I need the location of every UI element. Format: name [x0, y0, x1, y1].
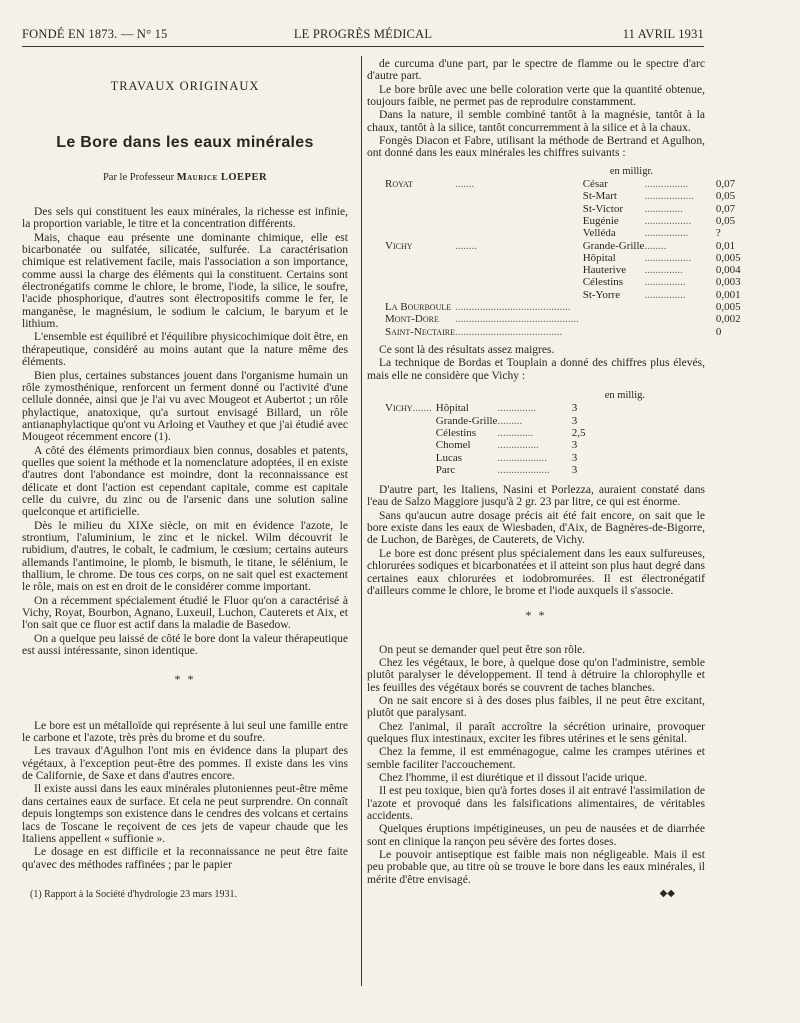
- table-cell-spring: Célestins: [582, 276, 624, 289]
- table-cell-spring: Hauterive: [582, 264, 627, 277]
- table-cell-leader: [413, 452, 432, 464]
- table-cell-leader: [413, 427, 432, 439]
- section-separator: * *: [174, 672, 196, 687]
- paragraph: Chez l'animal, il paraît accroître la sécrétion urinaire, provoquer quelques flux intestinaux, exciter les fibres utérines et le sens génital.: [367, 720, 705, 745]
- page-header: [22, 27, 704, 45]
- table-row: [385, 402, 585, 414]
- table-cell-value: 0,05: [715, 190, 736, 203]
- table-cell-spring: [579, 313, 645, 325]
- right-column: [367, 58, 741, 900]
- table-cell-leader: [413, 464, 432, 476]
- table-cell-leader: .......................................: [454, 325, 563, 338]
- table-cell-leader: ........: [454, 239, 477, 252]
- table-cell-leader: [455, 289, 579, 301]
- table-cell-value: ?: [715, 227, 721, 240]
- table-cell-spring: Velléda: [582, 227, 616, 240]
- table-cell-leader: ..............: [644, 202, 683, 215]
- paragraph: Fongès Diacon et Fabre, utilisant la méthode de Bertrand et Agulhon, ont donné dans les eaux minérales les chiffres suivants :: [367, 135, 705, 160]
- paragraph: Sans qu'aucun autre dosage précis ait été fait encore, on sait que le bore existe dans les eaux de Wiesbaden, d'Aix, de Bagnères-de-Bigorre, de Luchon, de Barèges, de Cauterets, de Vichy.: [367, 509, 705, 547]
- table-row: [385, 190, 741, 202]
- table-cell-place: [385, 415, 413, 427]
- table-row: [385, 464, 585, 476]
- paragraph: On peut se demander quel peut être son rôle.: [379, 643, 586, 656]
- paragraph: La technique de Bordas et Touplain a donné des chiffres plus élevés, mais elle ne considère que Vichy :: [367, 357, 705, 382]
- paragraph: Chez les végétaux, le bore, à quelque dose qu'on l'administre, semble plutôt paralyser le développement. Il tend à détruire la chlorophylle et les feuilles des végétaux borés se couvrent de taches blanches.: [367, 656, 705, 694]
- paragraph: Dès le milieu du XIXe siècle, on mit en évidence l'azote, le strontium, l'aluminium, le zinc et le nickel. Wilm découvrit le rubidium, d'autres, le cobalt, le cadmium, le cœsium; certains auteurs allemands l'antimoine, le plomb, le bismuth, le titane, le sélénium, le thallium, le chrome. De tous ces corps, on ne sait quel est exactement le rôle, mais on est en droit de le considérer comme important.: [22, 519, 348, 594]
- table-cell-place: [385, 439, 413, 451]
- table-cell-leader: [644, 326, 694, 338]
- table-cell-leader: .............................................: [454, 313, 579, 326]
- table-row: [385, 252, 741, 264]
- table-cell-place: Royat: [385, 178, 413, 191]
- table-cell-leader: [455, 215, 579, 227]
- paragraph: On a quelque peu laissé de côté le bore dont la valeur thérapeutique est aussi intéressante, sinon identique.: [22, 632, 348, 658]
- table-cell-place: [385, 227, 455, 239]
- table-row: [385, 264, 741, 276]
- table-cell-leader: ...............: [644, 276, 686, 289]
- table1-unit: en milligr.: [609, 165, 653, 177]
- paragraph: Le pouvoir antiseptique est faible mais non négligeable. Mais il est peu probable que, au titre où se trouve le bore dans les eaux minérales, il mérite d'être envisagé.: [367, 849, 705, 886]
- table-cell-spring: St-Yorre: [582, 288, 621, 301]
- section-rubric: TRAVAUX ORIGINAUX: [110, 79, 260, 93]
- table-cell-value: 3: [571, 463, 578, 476]
- table2-grid: [385, 402, 585, 476]
- paragraph: L'ensemble est équilibré et l'équilibre physicochimique doit être, en thérapeutique, considéré au moins autant que la nature même des éléments.: [22, 331, 348, 369]
- right-paragraphs-effects: [367, 644, 705, 887]
- end-mark: ◆◆: [659, 888, 675, 900]
- table-cell-leader: ................: [644, 227, 689, 240]
- table-row: [385, 415, 585, 427]
- table-cell-leader: .................: [644, 251, 692, 264]
- table-row: [385, 301, 741, 313]
- table-cell-spring: Lucas: [435, 451, 463, 464]
- paragraph: Il existe aussi dans les eaux minérales plutoniennes peut-être même dans certaines eaux de surface. Et cela ne peut surprendre. On connaît depuis longtemps son existence dans le cendres des volcans et certains lacs de Toscane le reçoivent de ces jets de vapeur chaude que les Italiens appellent « suffionie ».: [22, 783, 348, 845]
- paragraph: Le bore brûle avec une belle coloration verte que la quantité obtenue, toujours faible, ne permet pas de reproduire constamment.: [367, 83, 705, 109]
- table-cell-value: 0,01: [715, 239, 736, 252]
- right-paragraphs-discussion: [367, 484, 705, 597]
- table-cell-spring: César: [582, 178, 608, 191]
- table-cell-spring: [579, 326, 645, 338]
- table-cell-place: Vichy: [385, 402, 413, 415]
- right-paragraphs-mid: [367, 344, 705, 382]
- paragraph: Il est peu toxique, bien qu'à fortes doses il ait entravé l'assimilation de l'azote et provoqué dans les falsifications alimentaires, de véritables accidents.: [367, 785, 705, 823]
- header-date: 11 AVRIL 1931: [622, 27, 704, 41]
- paragraph: Chez l'homme, il est diurétique et il dissout l'acide urique.: [379, 771, 648, 784]
- paragraph: On a récemment spécialement étudié le Fluor qu'on a caractérisé à Vichy, Royat, Bourbon, Agnano, Luxeuil, Luchon, Cauterets et Aix, et l'on sait que ce fluor est actif dans la maladie de Basedow.: [22, 594, 348, 632]
- table-cell-spring: St-Victor: [582, 202, 623, 215]
- paragraph: Des sels qui constituent les eaux minérales, la richesse est infinie, la proportion variable, le titre et la concentration différents.: [22, 206, 348, 231]
- table-cell-spring: [579, 301, 645, 313]
- byline: [22, 172, 348, 184]
- table-cell-leader: .........: [497, 414, 523, 427]
- table-cell-spring: Parc: [435, 463, 456, 476]
- table-cell-value: 0,001: [715, 288, 741, 301]
- table-cell-leader: [455, 264, 579, 276]
- table1-grid: [385, 178, 741, 338]
- table-cell-value: 0,07: [715, 202, 736, 215]
- header-founded: FONDÉ EN 1873. — N° 15: [22, 27, 168, 41]
- left-paragraphs-bottom: [22, 720, 348, 871]
- table-row: [385, 227, 741, 239]
- table-cell-value: 0,005: [715, 301, 741, 314]
- table-cell-place: [385, 215, 455, 227]
- table-row: [385, 313, 741, 325]
- paragraph: Le bore est un métalloïde qui représente à lui seul une famille entre le carbone et l'azote, très près du brome et du soufre.: [22, 719, 348, 745]
- table-cell-leader: ..........................................: [454, 301, 571, 314]
- table-cell-leader: [455, 227, 579, 239]
- table-cell-place: [385, 203, 455, 215]
- table-cell-spring: Hôpital: [435, 402, 469, 415]
- boron-table-2: [385, 390, 705, 476]
- table-cell-spring: Grande-Grille: [435, 414, 498, 427]
- table-cell-value: 3: [571, 414, 578, 427]
- table-row: [385, 178, 741, 190]
- article-title: Le Bore dans les eaux minérales: [56, 134, 314, 152]
- left-paragraphs-top: [22, 206, 348, 657]
- table-row: [385, 215, 741, 227]
- paragraph: A côté des éléments primordiaux bien connus, dosables et patents, quelles que soient la méthode et la nomenclature adoptées, il en existe d'autres dont l'abondance est moindre, dont la reconnaissance est délicate et dont l'action est cependant capitale, comme est capitale celle du cuivre, du zinc ou de l'arsenic dans une solution saline quelconque et artificielle.: [22, 444, 348, 519]
- paragraph: Chez la femme, il est emménagogue, calme les crampes utérines et semble faciliter l'accouchement.: [367, 746, 705, 771]
- table-row: [385, 326, 741, 338]
- table-row: [385, 276, 741, 288]
- table-cell-leader: [455, 203, 579, 215]
- paragraph: Bien plus, certaines substances jouent dans l'organisme humain un rôle zymosthénique, renforcent un ferment donné ou l'activité d'une cellule donnée, ainsi que je l'ai vu avec Mougeot et Aubertot ; un rôle phylactique, anatoxique, qu'a surtout envisagé Billard, un rôle antianaphylactique qu'ont vu Arloing et Vauthey et que j'ai étudié avec Mougeot récemment encore (1).: [22, 369, 348, 444]
- table-row: [385, 439, 585, 451]
- table-cell-spring: Célestins: [435, 426, 477, 439]
- table-cell-leader: .......: [412, 402, 432, 415]
- paragraph: Les travaux d'Agulhon l'ont mis en évidence dans la plupart des végétaux, à l'exception peut-être des pommes. Il existe dans les vins de Californie, de Saxe et dans d'autres encore.: [22, 745, 348, 783]
- footnote: (1) Rapport à la Société d'hydrologie 23 mars 1931.: [30, 888, 238, 900]
- table-cell-place: Saint-Nectaire: [385, 325, 455, 338]
- table-row: [385, 289, 741, 301]
- table-cell-leader: [413, 439, 432, 451]
- table-cell-leader: ..............: [644, 264, 683, 277]
- section-separator-2: * *: [525, 608, 547, 623]
- paragraph: Mais, chaque eau présente une dominante chimique, elle est bicarbonatée ou sulfatée, silicatée, sulfurée. La caractérisation chimique est relativement facile, mais l'association a son importance, comme aussi la charge des éléments qui la constituent. Certains sont électronégatifs comme le chlore, le brome, l'iode, la silice, le soufre, l'acide phosphorique, d'autres sont électropositifs comme le fer, le manganèse, le magnésium, le sodium le calcium, le baryum et le lithium.: [22, 231, 348, 331]
- table-cell-leader: ........: [644, 239, 667, 252]
- paragraph: Le bore est donc présent plus spécialement dans les eaux sulfureuses, chlorurées sodiques et bicarbonatées et il atteint son plus haut degré dans certaines eaux chlorurées et iodobromurées. Il est électronégatif d'ailleurs comme le chlore, le brome et l'iode auxquels il s'associe.: [367, 547, 705, 597]
- boron-table-1: [385, 165, 741, 338]
- table-cell-spring: Chomel: [435, 439, 471, 452]
- table-cell-place: Vichy: [385, 239, 413, 252]
- table-cell-leader: [413, 415, 432, 427]
- table-cell-leader: [455, 276, 579, 288]
- table-cell-leader: .......: [454, 178, 475, 191]
- table-cell-place: [385, 289, 455, 301]
- table-cell-leader: .................: [644, 214, 692, 227]
- table-cell-value: 0,003: [715, 276, 741, 289]
- paragraph: D'autre part, les Italiens, Nasini et Porlezza, auraient constaté dans l'eau de Salzo Maggiore jusqu'à 2 gr. 23 par litre, ce qui est énorme.: [367, 484, 705, 509]
- table-cell-leader: [644, 313, 694, 325]
- table-cell-leader: ...............: [644, 288, 686, 301]
- table-cell-value: 3: [571, 439, 578, 452]
- table-cell-leader: [455, 190, 579, 202]
- left-column: [22, 58, 348, 901]
- table-cell-leader: [644, 301, 694, 313]
- table-cell-spring: St-Mart: [582, 190, 617, 203]
- table-cell-leader: ..................: [497, 451, 547, 464]
- table-row: [385, 452, 585, 464]
- table-row: [385, 240, 741, 252]
- table-cell-value: 3: [571, 451, 578, 464]
- table-cell-spring: Grande-Grille: [582, 239, 645, 252]
- paragraph: Dans la nature, il semble combiné tantôt à la magnésie, tantôt à la chaux, tantôt à la silice, tantôt concurremment à la silice et à la chaux.: [367, 109, 705, 134]
- table-cell-leader: .............: [497, 426, 534, 439]
- table-cell-place: [385, 464, 413, 476]
- header-rule: [22, 46, 704, 47]
- table-cell-value: 3: [571, 402, 578, 415]
- table-cell-value: 0,002: [715, 313, 741, 326]
- table-cell-place: La Bourboule: [385, 301, 452, 314]
- table-row: [385, 427, 585, 439]
- byline-prefix: Par le Professeur: [102, 171, 175, 183]
- table-cell-leader: ...................: [497, 463, 550, 476]
- table-cell-value: 0: [715, 325, 722, 338]
- paragraph: de curcuma d'une part, par le spectre de flamme ou le spectre d'arc d'autre part.: [367, 58, 705, 83]
- column-rule: [361, 56, 362, 986]
- table-cell-value: 0,004: [715, 264, 741, 277]
- table-cell-leader: ...............: [497, 439, 539, 452]
- table-cell-leader: ..............: [497, 402, 536, 415]
- table-row: [385, 203, 741, 215]
- table-cell-leader: ................: [644, 178, 689, 191]
- table2-unit: en millig.: [604, 389, 645, 401]
- table-cell-value: 0,07: [715, 178, 736, 191]
- table-cell-place: Mont-Dore: [385, 313, 439, 326]
- table-cell-spring: Eugénie: [582, 214, 619, 227]
- table-cell-value: 0,005: [715, 251, 741, 264]
- table-cell-place: [385, 190, 455, 202]
- table-cell-place: [385, 452, 413, 464]
- paragraph: Ce sont là des résultats assez maigres.: [379, 343, 555, 356]
- header-journal-title: LE PROGRÈS MÉDICAL: [293, 27, 433, 41]
- table-cell-spring: Hôpital: [582, 251, 616, 264]
- table-cell-leader: ..................: [644, 190, 694, 203]
- table-cell-place: [385, 276, 455, 288]
- paragraph: On ne sait encore si à des doses plus faibles, il ne peut être excitant, plutôt que paralysant.: [367, 694, 705, 720]
- table-cell-leader: [455, 252, 579, 264]
- right-paragraphs-intro: [367, 58, 705, 160]
- table-cell-place: [385, 252, 455, 264]
- table-cell-value: 0,05: [715, 214, 736, 227]
- author-name: Maurice LOEPER: [176, 171, 268, 183]
- paragraph: Le dosage en est difficile et la reconnaissance ne peut être faite qu'avec des méthodes raffinées ; par le papier: [22, 846, 348, 871]
- paragraph: Quelques éruptions impétigineuses, un peu de nausées et de diarrhée sont en clinique la rançon peu sévère des fortes doses.: [367, 823, 705, 848]
- table-cell-place: [385, 427, 413, 439]
- table-cell-place: [385, 264, 455, 276]
- table-cell-value: 2,5: [571, 426, 586, 439]
